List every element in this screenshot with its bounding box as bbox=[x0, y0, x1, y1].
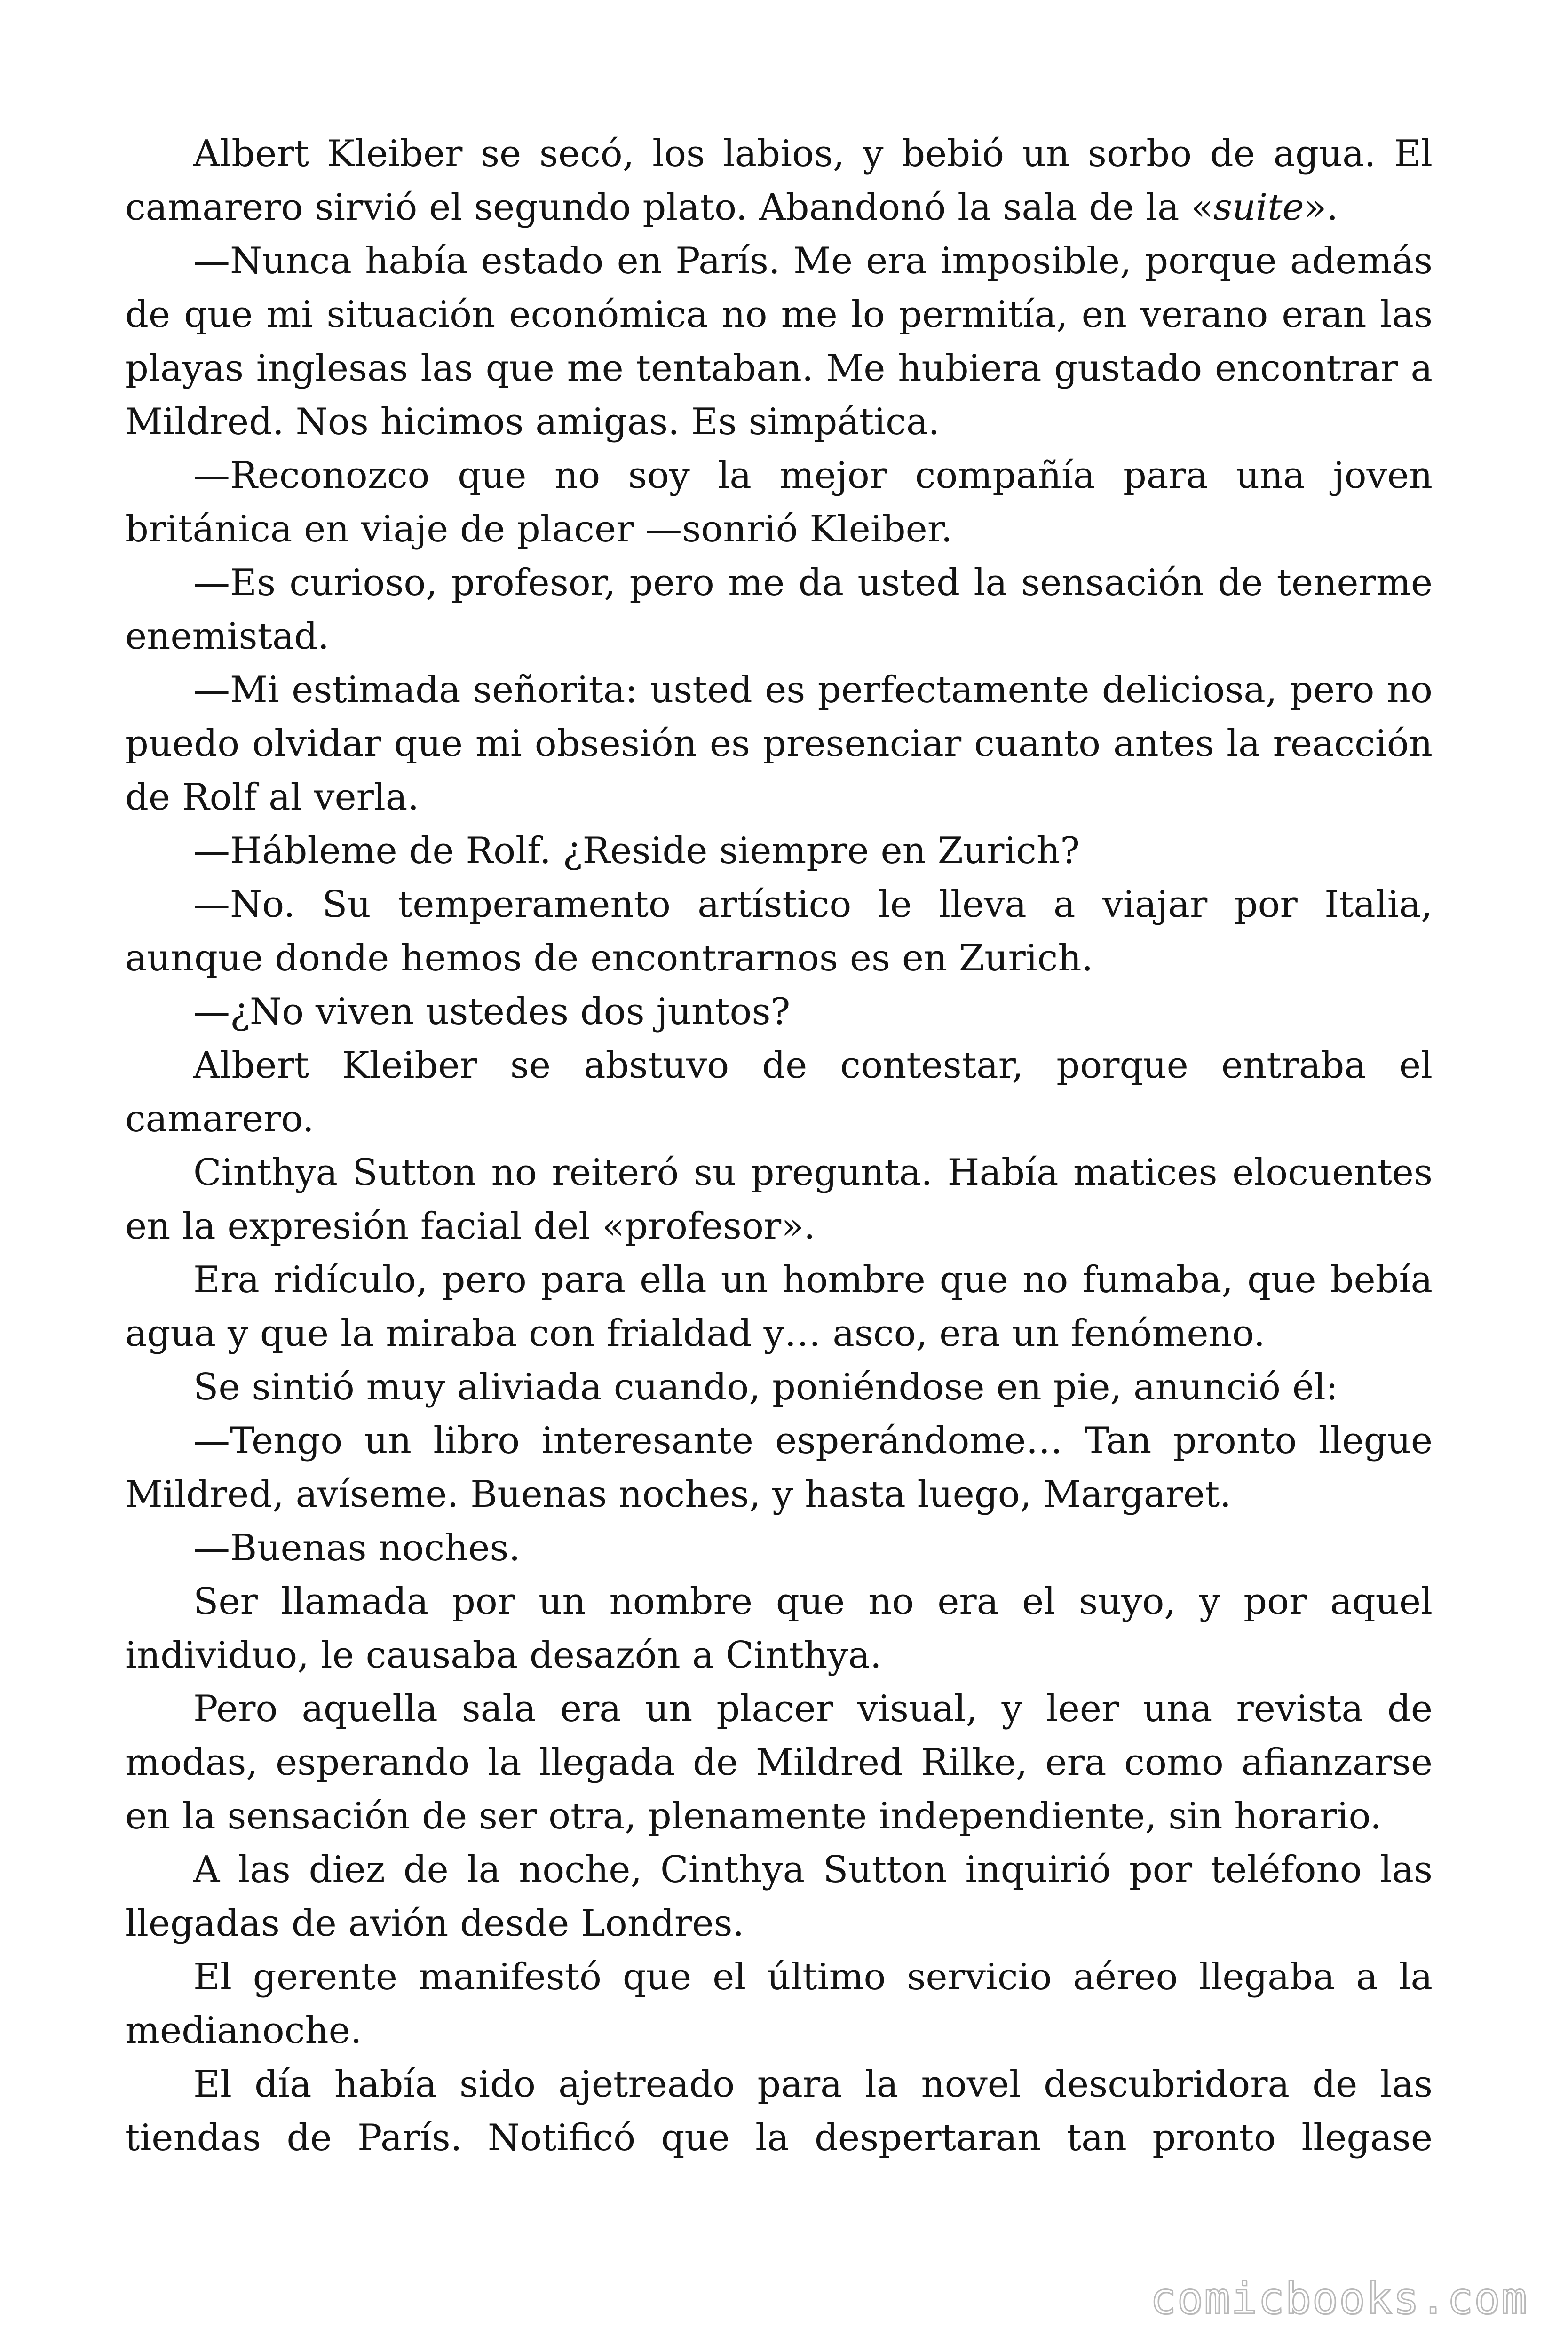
paragraph bbox=[125, 127, 1433, 234]
paragraph: Ser llamada por un nombre que no era el suyo, y por aquel individuo, le causaba desazón a Cinthya. bbox=[125, 1581, 1433, 1677]
paragraph-text: ». bbox=[1304, 186, 1338, 229]
paragraph: —¿No viven ustedes dos juntos? bbox=[193, 991, 791, 1033]
paragraph-text: Albert Kleiber se secó, los labios, y bebió un sorbo de agua. El camarero sirvió el segundo plato. Abandonó la sala de la « bbox=[125, 133, 1433, 229]
paragraph: Cinthya Sutton no reiteró su pregunta. Había matices elocuentes en la expresión facial del «profesor». bbox=[125, 1152, 1433, 1248]
paragraph: Albert Kleiber se abstuvo de contestar, porque entraba el camarero. bbox=[125, 1044, 1433, 1140]
italic-word: suite bbox=[1213, 186, 1304, 229]
paragraph: Se sintió muy aliviada cuando, poniéndose en pie, anunció él: bbox=[193, 1366, 1338, 1408]
paragraph: —No. Su temperamento artístico le lleva a viajar por Italia, aunque donde hemos de encontrarnos es en Zurich. bbox=[125, 883, 1433, 979]
paragraph: —Nunca había estado en París. Me era imposible, porque además de que mi situación económica no me lo permitía, en verano eran las playas inglesas las que me tentaban. Me hubiera gustado encontrar a Mildred. Nos hicimos amigas. Es simpática. bbox=[125, 240, 1433, 443]
paragraph: —Es curioso, profesor, pero me da usted la sensación de tenerme enemistad. bbox=[125, 562, 1433, 658]
paragraph-continued: El día había sido ajetreado para la novel descubridora de las tiendas de París. Notificó que la despertaran tan pronto llegase bbox=[125, 2063, 1433, 2159]
watermark: comicbooks.com bbox=[1150, 2273, 1528, 2324]
paragraph: El gerente manifestó que el último servicio aéreo llegaba a la medianoche. bbox=[125, 1956, 1433, 2052]
paragraph: —Hábleme de Rolf. ¿Reside siempre en Zurich? bbox=[193, 830, 1080, 872]
paragraph: A las diez de la noche, Cinthya Sutton inquirió por teléfono las llegadas de avión desde Londres. bbox=[125, 1849, 1433, 1945]
paragraph: —Mi estimada señorita: usted es perfectamente deliciosa, pero no puedo olvidar que mi obsesión es presenciar cuanto antes la reacción de Rolf al verla. bbox=[125, 669, 1433, 818]
paragraph: Pero aquella sala era un placer visual, y leer una revista de modas, esperando la llegada de Mildred Rilke, era como afianzarse en la sensación de ser otra, plenamente independiente, sin horario. bbox=[125, 1688, 1433, 1837]
paragraph: —Reconozco que no soy la mejor compañía para una joven británica en viaje de placer —sonrió Kleiber. bbox=[125, 454, 1433, 550]
paragraph: Era ridículo, pero para ella un hombre que no fumaba, que bebía agua y que la miraba con frialdad y… asco, era un fenómeno. bbox=[125, 1259, 1433, 1355]
paragraph: —Buenas noches. bbox=[193, 1527, 521, 1569]
paragraph: —Tengo un libro interesante esperándome… Tan pronto llegue Mildred, avíseme. Buenas noches, y hasta luego, Margaret. bbox=[125, 1420, 1433, 1516]
body-text bbox=[125, 127, 1433, 2165]
